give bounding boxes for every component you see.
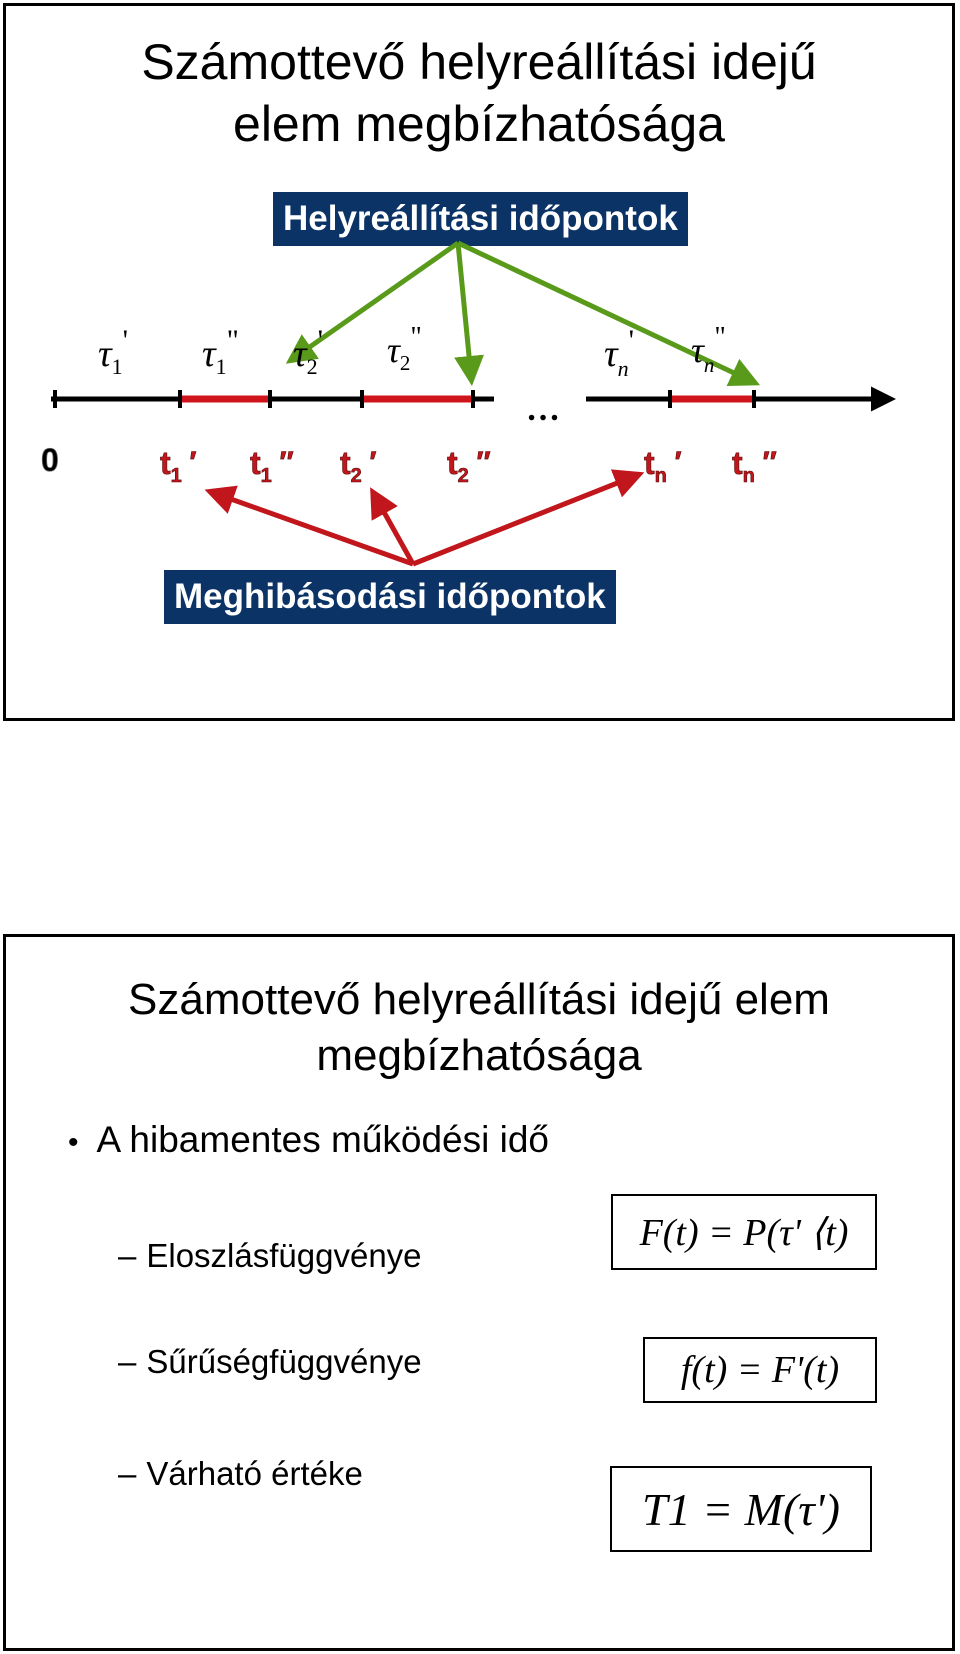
repair-times-label: Helyreállítási időpontok: [273, 192, 688, 246]
failure-arrow-n: [413, 476, 635, 564]
failure-times-label: Meghibásodási időpontok: [164, 570, 616, 624]
slide-reliability-formulas: [3, 934, 955, 1651]
item-dash: –: [118, 1455, 137, 1492]
t-label-2-double: t2 ″: [447, 445, 490, 487]
t-label-n-double: tn ″: [732, 445, 776, 487]
bullet-text: A hibamentes működési idő: [96, 1119, 550, 1160]
bullet-operating-time: [68, 1119, 549, 1161]
formula-text: f(t) = F'(t): [680, 1349, 840, 1391]
formula-distribution: [611, 1194, 877, 1270]
t-label-2-prime: t2 ′: [340, 445, 375, 487]
tau-label-n-double: τn": [691, 322, 726, 377]
failure-arrow-1: [214, 493, 413, 564]
formula-expected-value: [610, 1466, 872, 1552]
item-dash: –: [118, 1343, 137, 1380]
item-label: Eloszlásfüggvénye: [146, 1237, 422, 1274]
t-label-1-prime: t1 ′: [160, 445, 195, 487]
timeline-ellipsis: …: [526, 391, 560, 428]
repair-arrow-2: [458, 243, 471, 376]
item-expected-value: [118, 1455, 363, 1493]
bullet-dot-icon: •: [68, 1126, 79, 1159]
item-distribution-function: [118, 1237, 422, 1275]
tau-label-2-prime: τ2': [293, 324, 324, 379]
formula-text: T1 = M(τ'): [642, 1483, 840, 1535]
tau-label-1-prime: τ1': [98, 324, 129, 379]
slide1-title-line2: elem megbízhatósága: [233, 96, 725, 152]
formula-density: [643, 1337, 877, 1403]
item-density-function: [118, 1343, 422, 1381]
slide2-title-line2: megbízhatósága: [316, 1031, 642, 1080]
slide1-title-line1: Számottevő helyreállítási idejű: [141, 34, 817, 90]
slide-repair-timeline: [3, 3, 955, 721]
tau-label-1-double: τ1": [202, 324, 239, 379]
item-dash: –: [118, 1237, 137, 1274]
formula-text: F(t) = P(τ' ⟨t): [639, 1211, 849, 1254]
slide2-title-line1: Számottevő helyreállítási idejű elem: [128, 975, 830, 1024]
zero-label: 0: [41, 442, 59, 478]
t-label-1-double: t1 ″: [250, 445, 293, 487]
tau-label-n-prime: τn': [604, 324, 635, 381]
timeline-diagram: [6, 6, 952, 718]
item-label: Várható értéke: [146, 1455, 363, 1492]
tau-label-2-double: τ2": [387, 322, 422, 375]
item-label: Sűrűségfüggvénye: [146, 1343, 422, 1380]
t-label-n-prime: tn ′: [644, 445, 681, 487]
